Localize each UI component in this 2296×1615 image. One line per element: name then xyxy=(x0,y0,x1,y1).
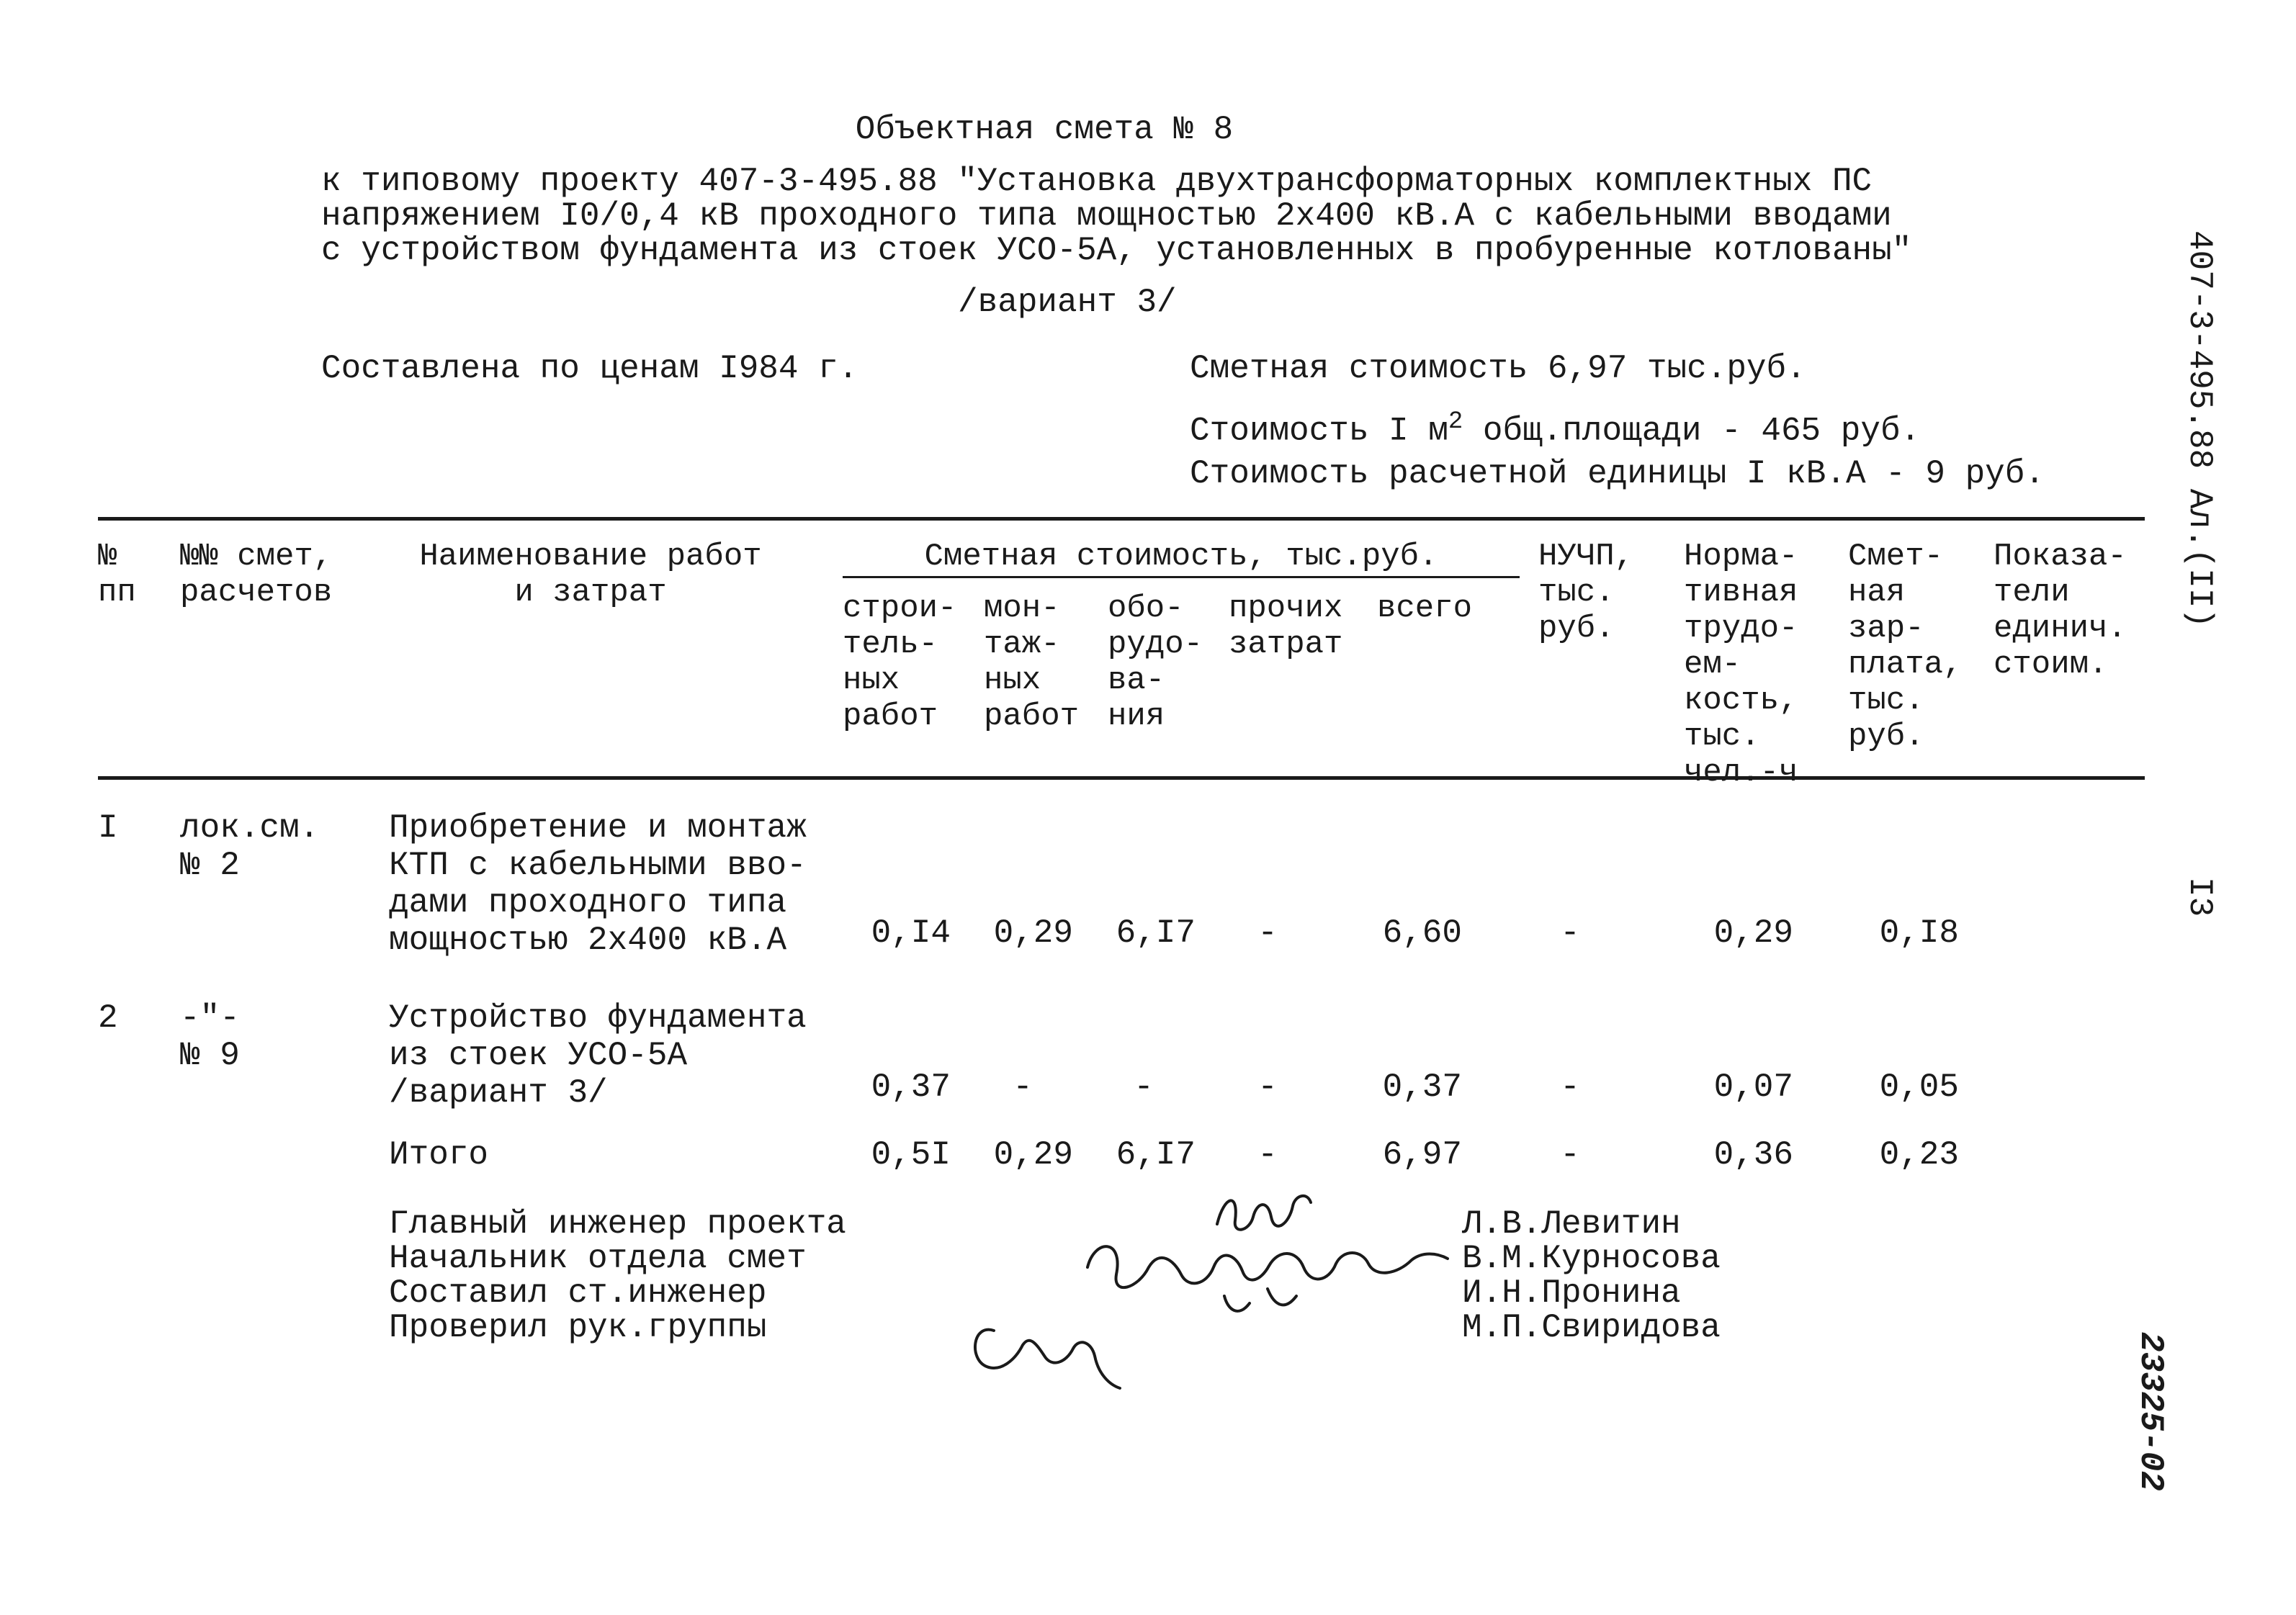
row-2-labor: 0,07 xyxy=(1713,1069,1793,1106)
prices-note: Составлена по ценам I984 г. xyxy=(321,350,858,387)
row-1-wages: 0,I8 xyxy=(1879,914,1959,952)
total-equipment: 6,I7 xyxy=(1116,1136,1196,1174)
subtitle-line-3: с устройством фундамента из стоек УСО-5А, установленных в пробуренные котлованы" xyxy=(321,232,1912,269)
row-2-name: Устройство фундамента из стоек УСО-5А /вариант 3/ xyxy=(389,999,807,1112)
header-num: № пп xyxy=(98,539,136,611)
cost-per-unit: Стоимость расчетной единицы I кВ.А - 9 руб. xyxy=(1190,455,2045,492)
variant-label: /вариант 3/ xyxy=(958,284,1177,321)
row-1-installation: 0,29 xyxy=(993,914,1073,952)
header-equipment: обо- рудо- ва- ния xyxy=(1108,590,1203,734)
row-2-num: 2 xyxy=(98,999,118,1037)
total-labor: 0,36 xyxy=(1713,1136,1793,1174)
header-installation: мон- таж- ных работ xyxy=(984,590,1080,734)
header-construction: строи- тель- ных работ xyxy=(843,590,957,734)
header-overhead: НУЧП, тыс. руб. xyxy=(1538,539,1634,647)
total-wages: 0,23 xyxy=(1879,1136,1959,1174)
row-1-equipment: 6,I7 xyxy=(1116,914,1196,952)
header-cost-group: Сметная стоимость, тыс.руб. xyxy=(924,539,1438,575)
header-indicators: Показа- тели единич. стоим. xyxy=(1994,539,2127,683)
row-2-equipment: - xyxy=(1134,1069,1154,1106)
header-total: всего xyxy=(1377,590,1473,626)
signature-role-4: Проверил рук.группы xyxy=(389,1309,767,1346)
row-1-overhead: - xyxy=(1560,914,1580,952)
signature-name-1: Л.В.Левитин xyxy=(1462,1205,1681,1243)
side-doc-code: 407-3-495.88 Ал.(II) xyxy=(2181,230,2218,629)
header-wages: Смет- ная зар- плата, тыс. руб. xyxy=(1848,539,1963,755)
estimated-cost: Сметная стоимость 6,97 тыс.руб. xyxy=(1190,350,1806,387)
signature-role-1: Главный инженер проекта xyxy=(389,1205,846,1243)
subtitle-line-2: напряжением I0/0,4 кВ проходного типа мощностью 2х400 кВ.А с кабельными вводами xyxy=(321,197,1892,235)
row-2-construction: 0,37 xyxy=(871,1069,951,1106)
side-page-number: I3 xyxy=(2181,877,2218,917)
signature-name-2: В.М.Курносова xyxy=(1462,1240,1721,1277)
total-other: - xyxy=(1257,1136,1278,1174)
row-1-calc: лок.см. № 2 xyxy=(180,809,320,884)
row-2-calc: -"- № 9 xyxy=(180,999,240,1074)
row-2-other: - xyxy=(1257,1069,1278,1106)
signature-role-2: Начальник отдела смет xyxy=(389,1240,807,1277)
header-calc: №№ смет, расчетов xyxy=(180,539,333,611)
side-stamp: 23325-02 xyxy=(2132,1332,2169,1491)
row-2-wages: 0,05 xyxy=(1879,1069,1959,1106)
row-1-construction: 0,I4 xyxy=(871,914,951,952)
row-2-overhead: - xyxy=(1560,1069,1580,1106)
cost-per-m2: Стоимость I $м^2$ общ.площади - 465 руб. xyxy=(1190,408,1921,450)
header-other: прочих затрат xyxy=(1229,590,1343,662)
total-total: 6,97 xyxy=(1382,1136,1462,1174)
row-1-total: 6,60 xyxy=(1382,914,1462,952)
signature-name-3: И.Н.Пронина xyxy=(1462,1274,1681,1312)
handwritten-signature-3 xyxy=(965,1302,1138,1395)
row-1-other: - xyxy=(1257,914,1278,952)
row-1-num: I xyxy=(98,809,118,847)
total-label: Итого xyxy=(389,1136,489,1174)
document-title: Объектная смета № 8 xyxy=(855,111,1234,148)
table-top-rule xyxy=(98,517,2145,521)
total-construction: 0,5I xyxy=(871,1136,951,1174)
signature-role-3: Составил ст.инженер xyxy=(389,1274,767,1312)
subtitle-line-1: к типовому проекту 407-3-495.88 "Установка двухтрансформаторных комплектных ПС xyxy=(321,163,1873,200)
total-installation: 0,29 xyxy=(993,1136,1073,1174)
header-name: Наименование работ и затрат xyxy=(419,539,762,611)
table-header-bottom-rule xyxy=(98,776,2145,780)
row-2-installation: - xyxy=(1013,1069,1033,1106)
signature-name-4: М.П.Свиридова xyxy=(1462,1309,1721,1346)
row-1-name: Приобретение и монтаж КТП с кабельными вво- дами проходного типа мощностью 2х400 кВ.А xyxy=(389,809,807,959)
group-header-rule xyxy=(843,576,1520,578)
total-overhead: - xyxy=(1560,1136,1580,1174)
row-2-total: 0,37 xyxy=(1382,1069,1462,1106)
header-labor: Норма- тивная трудо- ем- кость, тыс. чел.-ч xyxy=(1684,539,1798,791)
row-1-labor: 0,29 xyxy=(1713,914,1793,952)
